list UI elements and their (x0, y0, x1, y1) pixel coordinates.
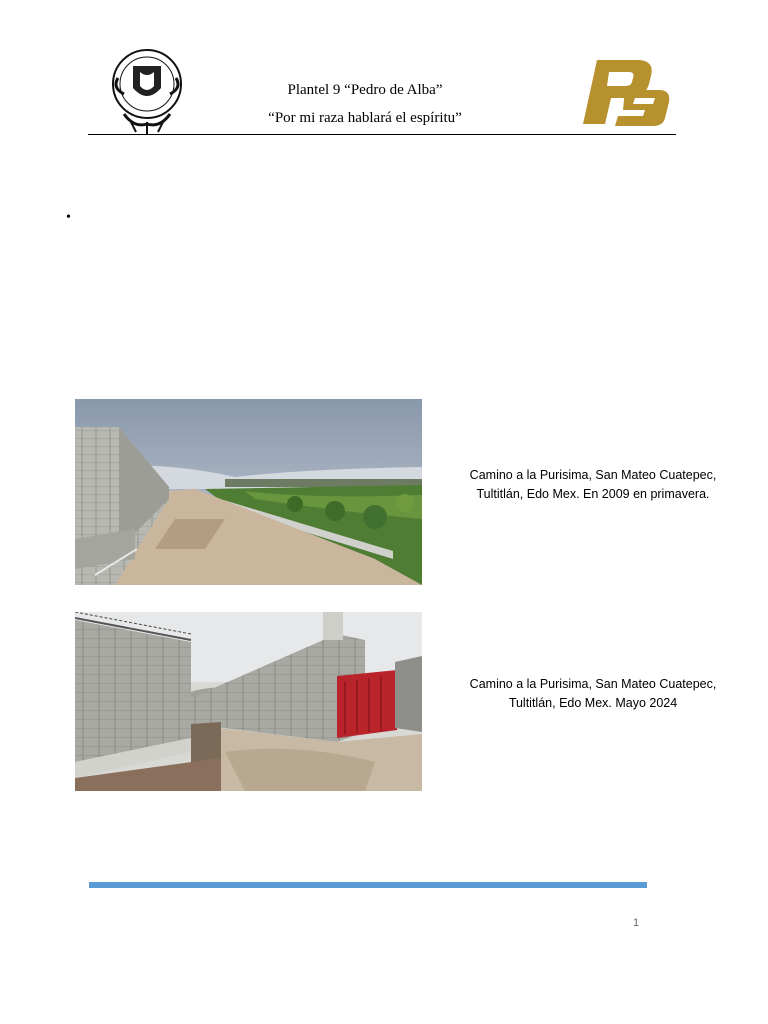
road-photo-2009 (75, 399, 422, 585)
empty-bullet: • (66, 210, 71, 225)
unam-seal-icon (110, 48, 184, 134)
header-motto: “Por mi raza hablará el espíritu” (268, 110, 462, 126)
p9-logo-icon (579, 58, 671, 128)
photo-caption-2009: Camino a la Purisima, San Mateo Cuatepec, Tultitlán, Edo Mex. En 2009 en primavera. (469, 468, 717, 501)
header-title: Plantel 9 “Pedro de Alba” (287, 82, 443, 98)
page-number: 1 (632, 917, 640, 929)
footer-divider-bar (89, 882, 647, 888)
road-photo-2024 (75, 612, 422, 791)
header-divider (88, 134, 676, 135)
photo-caption-2024: Camino a la Purisima, San Mateo Cuatepec, Tultitlán, Edo Mex. Mayo 2024 (469, 677, 717, 710)
